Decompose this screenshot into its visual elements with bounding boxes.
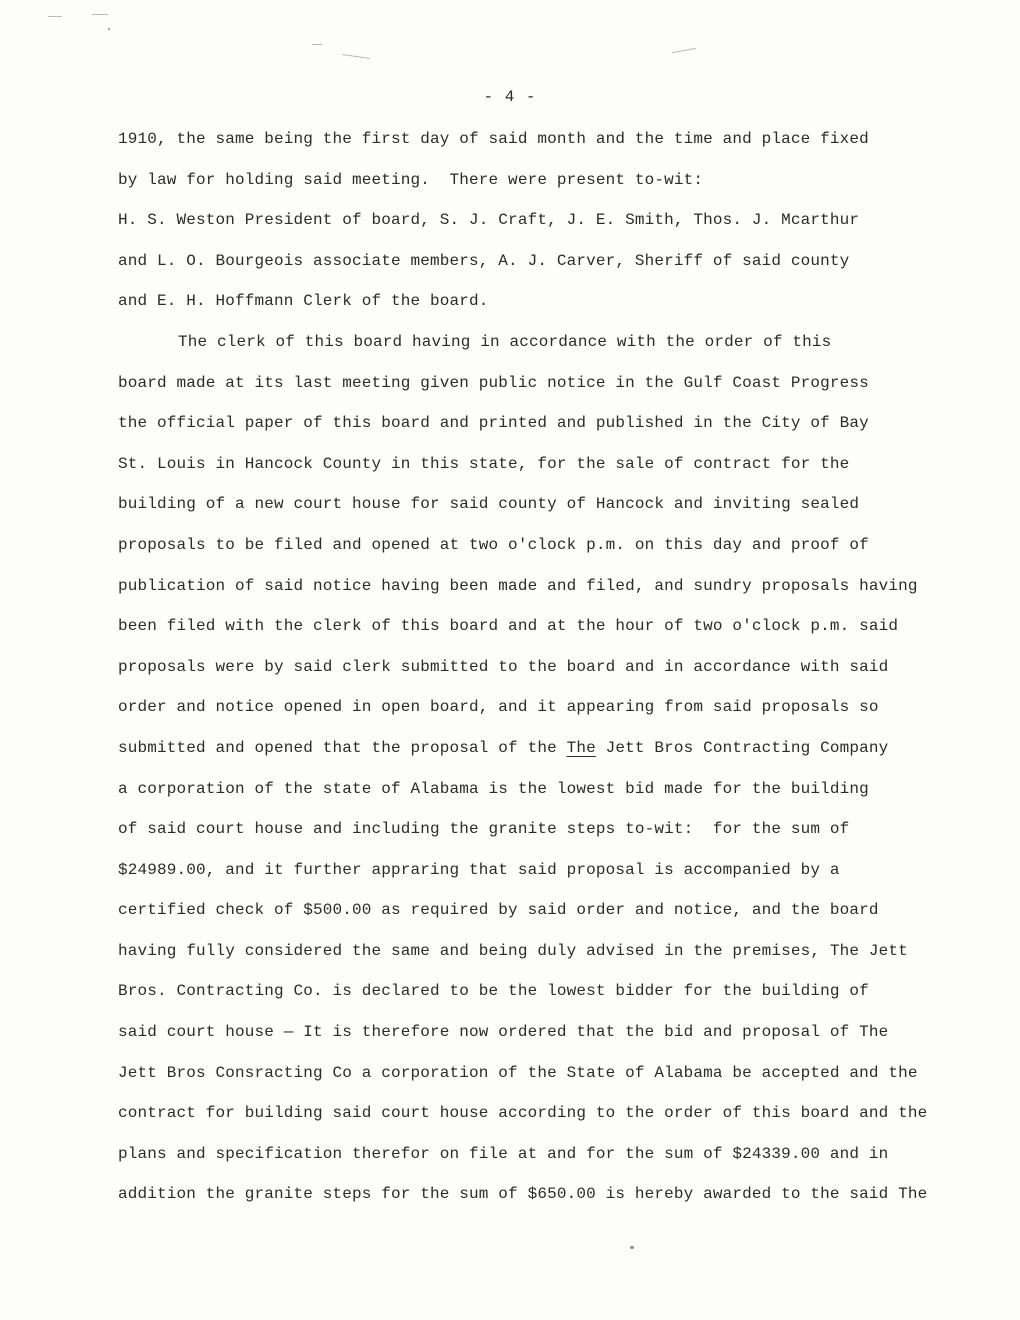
text-line: proposals to be filed and opened at two o'clock p.m. on this day and proof of: [118, 535, 869, 554]
scan-speck: [108, 28, 110, 30]
text-segment: Jett Bros Contracting Company: [595, 738, 889, 757]
text-line: Jett Bros Consracting Co a corporation of the State of Alabama be accepted and the: [118, 1063, 918, 1082]
page-number: - 4 -: [483, 88, 537, 106]
text-line: been filed with the clerk of this board and at the hour of two o'clock p.m. said: [118, 617, 899, 636]
text-line: addition the granite steps for the sum of $650.00 is hereby awarded to the said The: [118, 1185, 928, 1204]
text-line: St. Louis in Hancock County in this state, for the sale of contract for the: [118, 454, 850, 473]
scan-mark: [672, 48, 696, 53]
text-line: building of a new court house for said county of Hancock and inviting sealed: [118, 495, 860, 514]
text-line: $24989.00, and it further apprаring that said proposal is accompanied by a: [118, 860, 840, 879]
text-line: the official paper of this board and printed and published in the City of Bay: [118, 414, 869, 433]
text-line: said court house — It is therefore now ordered that the bid and proposal of The: [118, 1023, 889, 1042]
text-line: certified check of $500.00 as required by said order and notice, and the board: [118, 901, 879, 920]
text-line: Bros. Contracting Co. is declared to be the lowest bidder for the building of: [118, 982, 869, 1001]
text-line: by law for holding said meeting. There were present to-wit:: [118, 170, 704, 189]
scan-mark: [92, 14, 108, 15]
text-line: of said court house and including the granite steps to-wit: for the sum of: [118, 820, 850, 839]
scan-mark: [48, 16, 62, 17]
text-segment: submitted and opened that the proposal of the: [118, 738, 567, 757]
text-line: order and notice opened in open board, and it appearing from said proposals so: [118, 698, 879, 717]
text-line: publication of said notice having been made and filed, and sundry proposals having: [118, 576, 918, 595]
text-line: having fully considered the same and being duly advised in the premises, The Jett: [118, 941, 908, 960]
text-line: proposals were by said clerk submitted to the board and in accordance with said: [118, 657, 889, 676]
scan-mark: [312, 44, 322, 45]
text-line: [118, 737, 978, 778]
text-line: board made at its last meeting given public notice in the Gulf Coast Progress: [118, 373, 869, 392]
paragraph-start-line: The clerk of this board having in accordance with the order of this: [178, 332, 832, 351]
text-line: plans and specification therefor on file at and for the sum of $24339.00 and in: [118, 1144, 889, 1163]
text-line: a corporation of the state of Alabama is the lowest bid made for the building: [118, 779, 869, 798]
text-line: H. S. Weston President of board, S. J. Craft, J. E. Smith, Thos. J. Mcarthur: [118, 211, 860, 230]
text-line: 1910, the same being the first day of said month and the time and place fixed: [118, 130, 869, 148]
text-line: and E. H. Hoffmann Clerk of the board.: [118, 292, 489, 311]
document-body: [118, 128, 978, 1224]
scan-speck: [630, 1246, 634, 1249]
underlined-word: The: [566, 738, 596, 757]
text-line: and L. O. Bourgeois associate members, A. J. Carver, Sheriff of said county: [118, 251, 850, 270]
text-line: contract for building said court house according to the order of this board and the: [118, 1104, 928, 1123]
scan-mark: [342, 54, 370, 59]
